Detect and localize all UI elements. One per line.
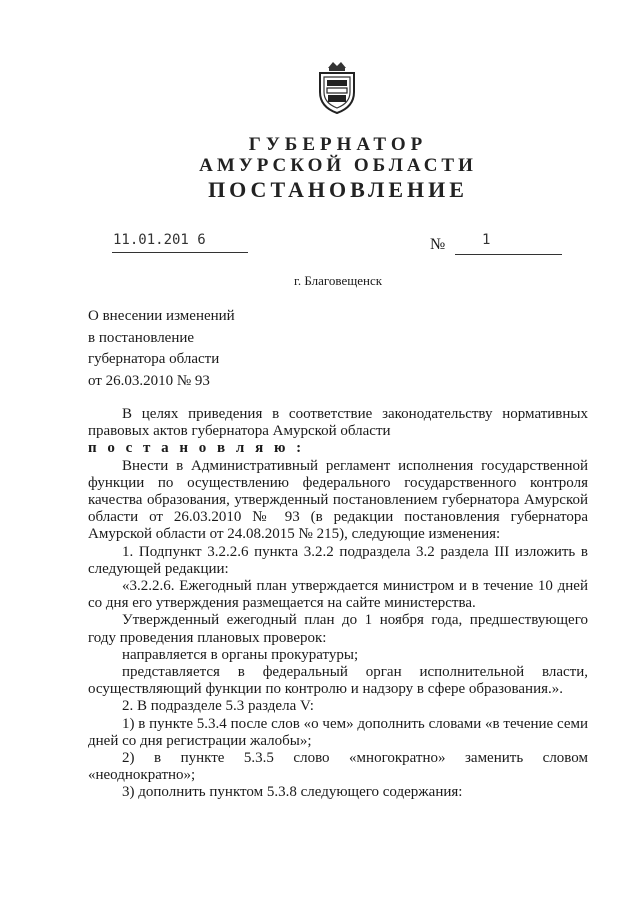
subject-line: от 26.03.2010 № 93 xyxy=(88,372,210,389)
preamble-paragraph: В целях приведения в соответствие законодательству нормативных правовых актов губернатора Амурской области xyxy=(88,406,588,440)
body-paragraph: 1. Подпункт 3.2.2.6 пункта 3.2.2 подраздела 3.2 раздела III изложить в следующей редакции: xyxy=(88,543,588,577)
header-governor: ГУБЕРНАТОР xyxy=(248,134,428,155)
decree-word: п о с т а н о в л я ю : xyxy=(88,440,305,457)
subject-line: О внесении изменений xyxy=(88,308,235,324)
body-paragraph: 1) в пункте 5.3.4 после слов «о чем» дополнить словами «в течение семи дней со дня регистрации жалобы»; xyxy=(88,715,588,749)
city-name: г. Благовещенск xyxy=(293,273,383,288)
body-paragraph: Утвержденный ежегодный план до 1 ноября года, предшествующего году проведения плановых проверок: xyxy=(88,612,588,646)
coat-of-arms-emblem xyxy=(315,60,359,114)
body-paragraph: направляется в органы прокуратуры; xyxy=(122,646,359,663)
document-date: 11.01.201 6 xyxy=(113,232,206,248)
subject-line: в постановление xyxy=(88,329,195,346)
document-number: 1 xyxy=(482,232,491,248)
body-paragraph: представляется в федеральный орган исполнительной власти, осуществляющий функции по контролю и надзору в сфере образования.». xyxy=(88,664,588,698)
number-label: № xyxy=(430,236,446,253)
subject-line: губернатора области xyxy=(88,351,220,367)
document-type-title: ПОСТАНОВЛЕНИЕ xyxy=(208,177,468,202)
number-underline xyxy=(455,254,562,255)
body-paragraph: 2. В подразделе 5.3 раздела V: xyxy=(122,698,314,715)
body-paragraph: Внести в Административный регламент исполнения государственной функции по осуществлению федерального государственного контроля качества образования, утвержденный постановлением губернатора Амурской области от 26.03.2010 № 93 (в редакции постановления губернатора Амурской области от 24.08.2015 № 215), следующие изменения: xyxy=(88,457,588,543)
date-underline xyxy=(112,252,248,253)
body-paragraph: 3) дополнить пунктом 5.3.8 следующего содержания: xyxy=(122,784,463,801)
document-body xyxy=(88,406,588,802)
header-region: АМУРСКОЙ ОБЛАСТИ xyxy=(199,155,477,176)
body-paragraph: 2) в пункте 5.3.5 слово «многократно» заменить словом «неоднократно»; xyxy=(88,750,588,784)
body-paragraph: «3.2.2.6. Ежегодный план утверждается министром и в течение 10 дней со дня его утверждения размещается на сайте министерства. xyxy=(88,578,588,612)
document-subject xyxy=(88,306,235,392)
